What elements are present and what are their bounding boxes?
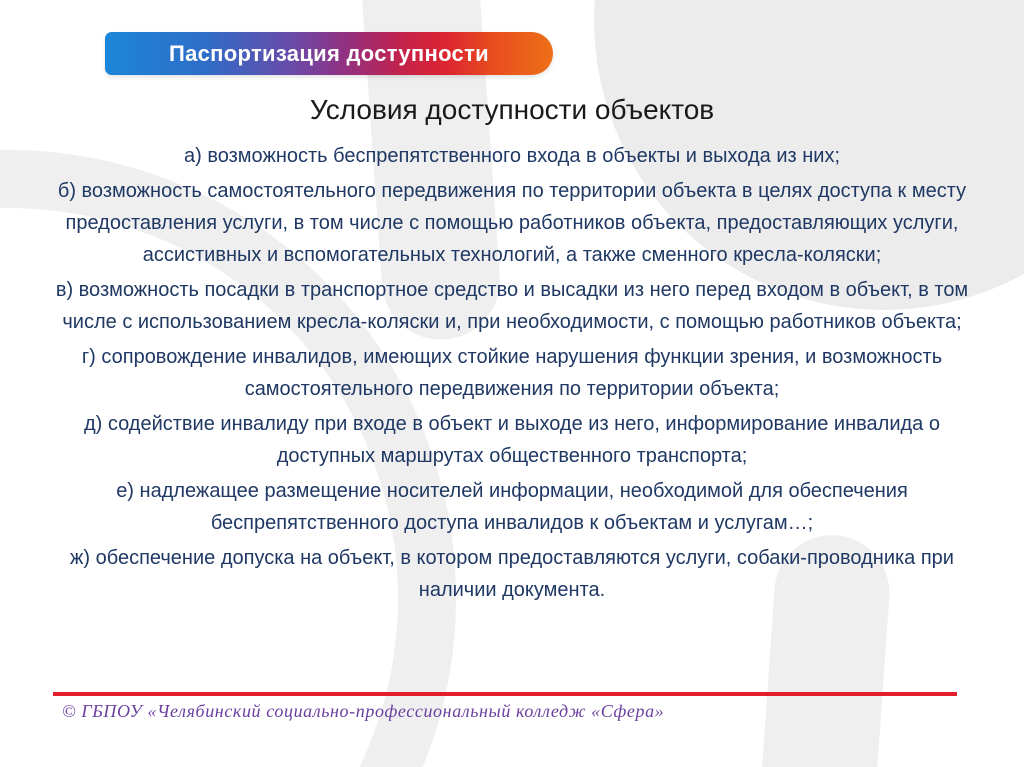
paragraph-b: б) возможность самостоятельного передвижения по территории объекта в целях доступа к месту предоставления услуги, в том числе с помощью работников объекта, предоставляющих услуги, ассистивных и вспомогательных технологий, а также сменного кресла-коляски; (57, 180, 967, 266)
slide-header-badge-label: Паспортизация доступности (168, 40, 489, 66)
paragraph-d: д) содействие инвалиду при входе в объект и выходе из него, информирование инвалида о доступных маршрутах общественного транспорта; (84, 413, 940, 467)
footer-divider-line (53, 692, 957, 696)
paragraph-g: г) сопровождение инвалидов, имеющих стойкие нарушения функции зрения, и возможность самостоятельного передвижения по территории объекта; (81, 346, 943, 400)
paragraph-v: в) возможность посадки в транспортное средство и высадки из него перед входом в объект, в том числе с использованием кресла-коляски и, при необходимости, с помощью работников объекта; (55, 279, 969, 333)
paragraph-e: е) надлежащее размещение носителей информации, необходимой для обеспечения беспрепятственного доступа инвалидов к объектам и услугам…; (116, 480, 908, 534)
slide-title: Условия доступности объектов (309, 94, 715, 125)
slide-header-badge (105, 32, 553, 75)
slide-body (52, 140, 972, 609)
footer-copyright: © ГБПОУ «Челябинский социально-профессиональный колледж «Сфера» (62, 701, 665, 721)
paragraph-a: а) возможность беспрепятственного входа в объекты и выхода из них; (183, 145, 841, 167)
paragraph-zh: ж) обеспечение допуска на объект, в котором предоставляются услуги, собаки-проводника при наличии документа. (70, 547, 954, 601)
